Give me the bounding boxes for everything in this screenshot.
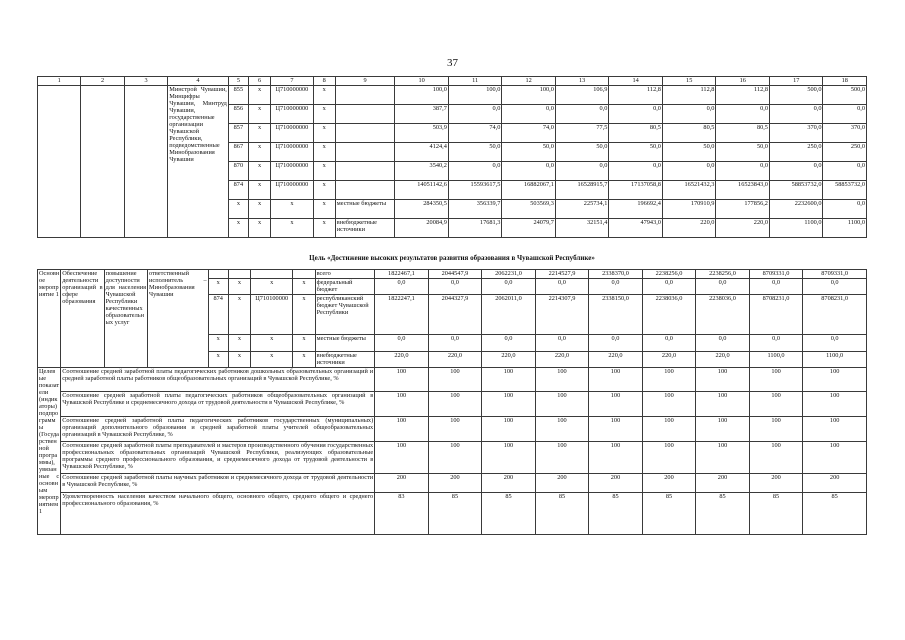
value-cell: 2238256,0: [642, 270, 696, 279]
indicator-value-cell: 100: [803, 392, 867, 417]
indicator-value-cell: 100: [589, 442, 643, 474]
value-cell: 2044547,9: [428, 270, 482, 279]
value-cell: 0,0: [823, 162, 867, 181]
value-cell: 100,0: [395, 86, 449, 105]
grbs-cell: [208, 270, 228, 279]
expense-group-cell: x: [313, 124, 335, 143]
target-article-cell: Ц710000000: [271, 181, 313, 200]
indicator-text-cell: Соотношение средней заработной платы преподавателей и мастеров производственного обучения государственных профессиональных образовательных организаций Чувашской Республики, реализующих образовательные программы среднего профессионального образования, и среднемесячного дохода от трудовой деятельности в Чувашской Республике, %: [61, 442, 375, 474]
indicator-value-cell: 100: [589, 417, 643, 442]
value-cell: 0,0: [428, 279, 482, 295]
target-article-cell: Ц710100000: [251, 295, 293, 335]
value-cell: 4124,4: [395, 143, 449, 162]
value-cell: 8708231,0: [803, 295, 867, 335]
indicators-label-cell: Целевые показатели (индикаторы) подпрограммы (Государственной программы), увязанные с основным мероприятием 1: [38, 368, 61, 535]
header-cell: 3: [124, 77, 167, 86]
value-cell: 0,0: [535, 335, 589, 352]
indicator-value-cell: 100: [696, 417, 750, 442]
expense-group-cell: x: [313, 143, 335, 162]
value-cell: 2338370,0: [589, 270, 643, 279]
section-cell: x: [248, 86, 270, 105]
value-cell: 220,0: [642, 352, 696, 368]
source-cell: внебюджетные источники: [335, 219, 395, 238]
value-cell: 58853732,0: [769, 181, 823, 200]
value-cell: 2062011,0: [482, 295, 536, 335]
header-cell: 18: [823, 77, 867, 86]
empty-cell: [81, 86, 124, 238]
grbs-cell: x: [228, 219, 248, 238]
value-cell: 17681,3: [448, 219, 502, 238]
value-cell: 1100,0: [803, 352, 867, 368]
source-cell: [335, 124, 395, 143]
indicator-text-cell: Удовлетворенность населения качеством начального общего, основного общего, среднего общего и среднего профессионального образования, %: [61, 493, 375, 535]
source-cell: [335, 105, 395, 124]
section-cell: x: [248, 162, 270, 181]
indicator-value-cell: 100: [535, 442, 589, 474]
value-cell: 0,0: [642, 335, 696, 352]
value-cell: 100,0: [448, 86, 502, 105]
value-cell: 2214527,9: [535, 270, 589, 279]
header-cell: 6: [248, 77, 270, 86]
expense-group-cell: x: [293, 352, 315, 368]
value-cell: 1100,0: [749, 352, 803, 368]
value-cell: 356339,7: [448, 200, 502, 219]
value-cell: 74,0: [502, 124, 556, 143]
grbs-cell: x: [228, 200, 248, 219]
grbs-cell: x: [208, 335, 228, 352]
indicator-value-cell: 100: [749, 417, 803, 442]
value-cell: 0,0: [803, 279, 867, 295]
expense-group-cell: x: [293, 295, 315, 335]
indicator-value-cell: 100: [803, 417, 867, 442]
indicator-value-cell: 100: [482, 417, 536, 442]
indicator-value-cell: 85: [535, 493, 589, 535]
value-cell: 112,8: [716, 86, 770, 105]
header-cell: 15: [662, 77, 716, 86]
value-cell: 0,0: [502, 105, 556, 124]
value-cell: 0,0: [769, 105, 823, 124]
expense-group-cell: x: [313, 162, 335, 181]
funding-table-top: [37, 76, 867, 238]
value-cell: 16521432,3: [662, 181, 716, 200]
value-cell: 16528915,7: [555, 181, 609, 200]
header-cell: 2: [81, 77, 124, 86]
value-cell: 0,0: [749, 335, 803, 352]
indicator-value-cell: 100: [375, 392, 429, 417]
value-cell: 50,0: [502, 143, 556, 162]
value-cell: 0,0: [375, 279, 429, 295]
target-article-cell: x: [251, 335, 293, 352]
value-cell: 0,0: [555, 105, 609, 124]
value-cell: 1822247,1: [375, 295, 429, 335]
value-cell: 0,0: [535, 279, 589, 295]
value-cell: 1100,0: [769, 219, 823, 238]
value-cell: 220,0: [716, 219, 770, 238]
value-cell: 74,0: [448, 124, 502, 143]
value-cell: 0,0: [662, 162, 716, 181]
target-article-cell: [251, 270, 293, 279]
value-cell: 503,9: [395, 124, 449, 143]
section-cell: x: [228, 279, 250, 295]
value-cell: 196692,4: [609, 200, 663, 219]
indicator-value-cell: 100: [642, 417, 696, 442]
indicator-value-cell: 100: [696, 442, 750, 474]
header-cell: 4: [168, 77, 229, 86]
header-cell: 11: [448, 77, 502, 86]
indicator-text-cell: Соотношение средней заработной платы научных работников и среднемесячного дохода от трудовой деятельности в Чувашской Республике, %: [61, 474, 375, 493]
indicator-text-cell: Соотношение средней заработной платы педагогических работников общеобразовательных организаций в Чувашской Республике и среднемесячного дохода от трудовой деятельности в Чувашской Республике, %: [61, 392, 375, 417]
indicator-value-cell: 200: [482, 474, 536, 493]
value-cell: 0,0: [428, 335, 482, 352]
value-cell: 220,0: [696, 352, 750, 368]
indicator-value-cell: 100: [482, 368, 536, 392]
section-cell: x: [248, 105, 270, 124]
indicator-value-cell: 100: [482, 392, 536, 417]
value-cell: 112,8: [662, 86, 716, 105]
value-cell: 2338150,0: [589, 295, 643, 335]
indicator-value-cell: 85: [482, 493, 536, 535]
indicator-text-cell: Соотношение средней заработной платы педагогических работников дошкольных образовательных организаций и средней заработной платы работников общеобразовательных организаций в Чувашской Республике, %: [61, 368, 375, 392]
section-cell: [228, 270, 250, 279]
value-cell: 2238036,0: [642, 295, 696, 335]
indicator-row: [38, 442, 867, 474]
value-cell: 50,0: [609, 143, 663, 162]
value-cell: 2214307,9: [535, 295, 589, 335]
indicator-value-cell: 200: [803, 474, 867, 493]
value-cell: 500,0: [769, 86, 823, 105]
expense-group-cell: [293, 270, 315, 279]
value-cell: 50,0: [448, 143, 502, 162]
source-cell: федеральный бюджет: [315, 279, 375, 295]
executor-cell: Минстрой Чувашии, Минцифры Чувашии, Минтруд Чувашии, государственные организации Чувашской Республики, подведомственные Минобразования Чувашии: [168, 86, 229, 238]
value-cell: 0,0: [589, 279, 643, 295]
indicator-value-cell: 200: [589, 474, 643, 493]
value-cell: 58853732,0: [823, 181, 867, 200]
value-cell: 0,0: [769, 162, 823, 181]
indicator-value-cell: 200: [375, 474, 429, 493]
indicator-value-cell: 100: [428, 417, 482, 442]
section-cell: x: [248, 181, 270, 200]
value-cell: 220,0: [589, 352, 643, 368]
value-cell: 220,0: [535, 352, 589, 368]
value-cell: 284350,5: [395, 200, 449, 219]
header-cell: 1: [38, 77, 81, 86]
indicator-value-cell: 100: [749, 368, 803, 392]
source-cell: местные бюджеты: [335, 200, 395, 219]
indicator-value-cell: 100: [535, 392, 589, 417]
source-cell: внебюджетные источники: [315, 352, 375, 368]
value-cell: 15593617,5: [448, 181, 502, 200]
indicator-value-cell: 100: [642, 442, 696, 474]
value-cell: 0,0: [502, 162, 556, 181]
value-cell: 1100,0: [823, 219, 867, 238]
expense-group-cell: x: [293, 335, 315, 352]
value-cell: 16882067,1: [502, 181, 556, 200]
measure-name-cell: Обеспечение деятельности организаций в сфере образования: [61, 270, 104, 368]
value-cell: 8708231,0: [749, 295, 803, 335]
value-cell: 0,0: [696, 335, 750, 352]
source-cell: [335, 181, 395, 200]
indicator-row: [38, 493, 867, 535]
target-article-cell: x: [251, 279, 293, 295]
value-cell: 250,0: [769, 143, 823, 162]
grbs-cell: 867: [228, 143, 248, 162]
value-cell: 0,0: [375, 335, 429, 352]
grbs-cell: 855: [228, 86, 248, 105]
grbs-cell: 856: [228, 105, 248, 124]
indicator-row: [38, 474, 867, 493]
value-cell: 2062231,0: [482, 270, 536, 279]
value-cell: 100,0: [502, 86, 556, 105]
indicator-value-cell: 100: [428, 442, 482, 474]
target-article-cell: x: [271, 219, 313, 238]
value-cell: 0,0: [696, 279, 750, 295]
header-cell: 14: [609, 77, 663, 86]
indicator-row: [38, 368, 867, 392]
value-cell: 0,0: [555, 162, 609, 181]
value-cell: 16523843,0: [716, 181, 770, 200]
indicator-value-cell: 200: [696, 474, 750, 493]
indicator-value-cell: 200: [642, 474, 696, 493]
header-cell: 7: [271, 77, 313, 86]
indicator-value-cell: 100: [428, 368, 482, 392]
source-cell: [335, 143, 395, 162]
header-cell: 5: [228, 77, 248, 86]
indicator-value-cell: 100: [803, 368, 867, 392]
value-cell: 17137058,8: [609, 181, 663, 200]
grbs-cell: 870: [228, 162, 248, 181]
header-cell: 17: [769, 77, 823, 86]
value-cell: 220,0: [662, 219, 716, 238]
value-cell: 220,0: [482, 352, 536, 368]
value-cell: 0,0: [448, 162, 502, 181]
value-cell: 8709331,0: [749, 270, 803, 279]
indicator-value-cell: 85: [696, 493, 750, 535]
indicator-value-cell: 100: [375, 417, 429, 442]
value-cell: 112,8: [609, 86, 663, 105]
indicator-value-cell: 100: [482, 442, 536, 474]
indicator-value-cell: 100: [696, 368, 750, 392]
header-cell: 8: [313, 77, 335, 86]
grbs-cell: x: [208, 352, 228, 368]
value-cell: 2238036,0: [696, 295, 750, 335]
value-cell: 250,0: [823, 143, 867, 162]
value-cell: 20084,9: [395, 219, 449, 238]
source-cell: всего: [315, 270, 375, 279]
target-article-cell: Ц710000000: [271, 105, 313, 124]
value-cell: 387,7: [395, 105, 449, 124]
grbs-cell: x: [208, 279, 228, 295]
table-row: [38, 270, 867, 279]
value-cell: 0,0: [589, 335, 643, 352]
value-cell: 0,0: [716, 105, 770, 124]
section-cell: x: [248, 200, 270, 219]
indicator-text-cell: Соотношение средней заработной платы педагогических работников государственных (муниципальных) организаций дополнительного образования и средней заработной платы учителей общеобразовательных организаций в Чувашской Республике, %: [61, 417, 375, 442]
value-cell: 370,0: [769, 124, 823, 143]
value-cell: 370,0: [823, 124, 867, 143]
value-cell: 80,5: [662, 124, 716, 143]
indicator-value-cell: 100: [642, 368, 696, 392]
value-cell: 0,0: [609, 162, 663, 181]
expense-group-cell: x: [313, 86, 335, 105]
value-cell: 0,0: [642, 279, 696, 295]
value-cell: 0,0: [823, 105, 867, 124]
target-article-cell: x: [251, 352, 293, 368]
expense-group-cell: x: [313, 200, 335, 219]
indicator-value-cell: 100: [535, 417, 589, 442]
value-cell: 3540,2: [395, 162, 449, 181]
value-cell: 0,0: [482, 279, 536, 295]
indicator-value-cell: 100: [589, 392, 643, 417]
target-article-cell: x: [271, 200, 313, 219]
expense-group-cell: x: [293, 279, 315, 295]
goal-title: Цель «Достижение высоких результатов развития образования в Чувашской Республике»: [309, 254, 595, 262]
value-cell: 50,0: [662, 143, 716, 162]
target-article-cell: Ц710000000: [271, 86, 313, 105]
grbs-cell: 857: [228, 124, 248, 143]
indicator-value-cell: 100: [749, 442, 803, 474]
value-cell: 80,5: [609, 124, 663, 143]
indicator-value-cell: 85: [642, 493, 696, 535]
header-cell: 16: [716, 77, 770, 86]
header-cell: 12: [502, 77, 556, 86]
indicator-value-cell: 100: [803, 442, 867, 474]
target-article-cell: Ц710000000: [271, 162, 313, 181]
grbs-cell: 874: [208, 295, 228, 335]
value-cell: 2238256,0: [696, 270, 750, 279]
source-cell: [335, 162, 395, 181]
expense-group-cell: x: [313, 219, 335, 238]
value-cell: 177856,2: [716, 200, 770, 219]
header-cell: 9: [335, 77, 395, 86]
value-cell: 50,0: [555, 143, 609, 162]
section-cell: x: [248, 219, 270, 238]
indicator-value-cell: 100: [589, 368, 643, 392]
section-cell: x: [248, 143, 270, 162]
indicator-value-cell: 100: [375, 442, 429, 474]
value-cell: 0,0: [823, 200, 867, 219]
value-cell: 500,0: [823, 86, 867, 105]
value-cell: 0,0: [716, 162, 770, 181]
value-cell: 24079,7: [502, 219, 556, 238]
header-row: [38, 77, 867, 86]
source-cell: местные бюджеты: [315, 335, 375, 352]
section-cell: x: [248, 124, 270, 143]
indicator-value-cell: 100: [642, 392, 696, 417]
expense-group-cell: x: [313, 105, 335, 124]
value-cell: 0,0: [749, 279, 803, 295]
value-cell: 50,0: [716, 143, 770, 162]
value-cell: 503569,3: [502, 200, 556, 219]
goal-link-cell: повышение доступности для населения Чувашской Республики качественных образовательных услуг: [104, 270, 147, 368]
value-cell: 2232600,0: [769, 200, 823, 219]
value-cell: 225734,1: [555, 200, 609, 219]
page-number: 37: [447, 57, 458, 69]
value-cell: 0,0: [609, 105, 663, 124]
value-cell: 80,5: [716, 124, 770, 143]
indicator-value-cell: 85: [428, 493, 482, 535]
target-article-cell: Ц710000000: [271, 124, 313, 143]
value-cell: 220,0: [428, 352, 482, 368]
indicator-row: [38, 392, 867, 417]
grbs-cell: 874: [228, 181, 248, 200]
indicator-value-cell: 200: [428, 474, 482, 493]
value-cell: 1822467,1: [375, 270, 429, 279]
value-cell: 0,0: [662, 105, 716, 124]
value-cell: 170910,9: [662, 200, 716, 219]
funding-table-bottom: [37, 269, 867, 535]
value-cell: 106,9: [555, 86, 609, 105]
empty-cell: [124, 86, 167, 238]
value-cell: 0,0: [482, 335, 536, 352]
indicator-value-cell: 100: [749, 392, 803, 417]
indicator-value-cell: 85: [803, 493, 867, 535]
section-cell: x: [228, 352, 250, 368]
source-cell: [335, 86, 395, 105]
value-cell: 0,0: [803, 335, 867, 352]
expense-group-cell: x: [313, 181, 335, 200]
value-cell: 47943,0: [609, 219, 663, 238]
value-cell: 2044327,9: [428, 295, 482, 335]
empty-cell: [38, 86, 81, 238]
value-cell: 14051142,6: [395, 181, 449, 200]
indicator-value-cell: 85: [749, 493, 803, 535]
value-cell: 220,0: [375, 352, 429, 368]
target-article-cell: Ц710000000: [271, 143, 313, 162]
value-cell: 0,0: [448, 105, 502, 124]
indicator-value-cell: 200: [535, 474, 589, 493]
value-cell: 8709331,0: [803, 270, 867, 279]
table-row: [38, 86, 867, 105]
indicator-value-cell: 100: [535, 368, 589, 392]
indicator-value-cell: 100: [428, 392, 482, 417]
indicator-value-cell: 100: [375, 368, 429, 392]
value-cell: 77,5: [555, 124, 609, 143]
header-cell: 13: [555, 77, 609, 86]
indicator-value-cell: 83: [375, 493, 429, 535]
indicator-value-cell: 85: [589, 493, 643, 535]
indicator-value-cell: 200: [749, 474, 803, 493]
source-cell: республиканский бюджет Чувашской Республики: [315, 295, 375, 335]
indicator-row: [38, 417, 867, 442]
measure-cell: Основное мероприятие 1: [38, 270, 61, 368]
indicator-value-cell: 100: [696, 392, 750, 417]
header-cell: 10: [395, 77, 449, 86]
value-cell: 32151,4: [555, 219, 609, 238]
section-cell: x: [228, 295, 250, 335]
section-cell: x: [228, 335, 250, 352]
executor-cell: ответственный исполнитель – Минобразования Чувашии: [148, 270, 209, 368]
